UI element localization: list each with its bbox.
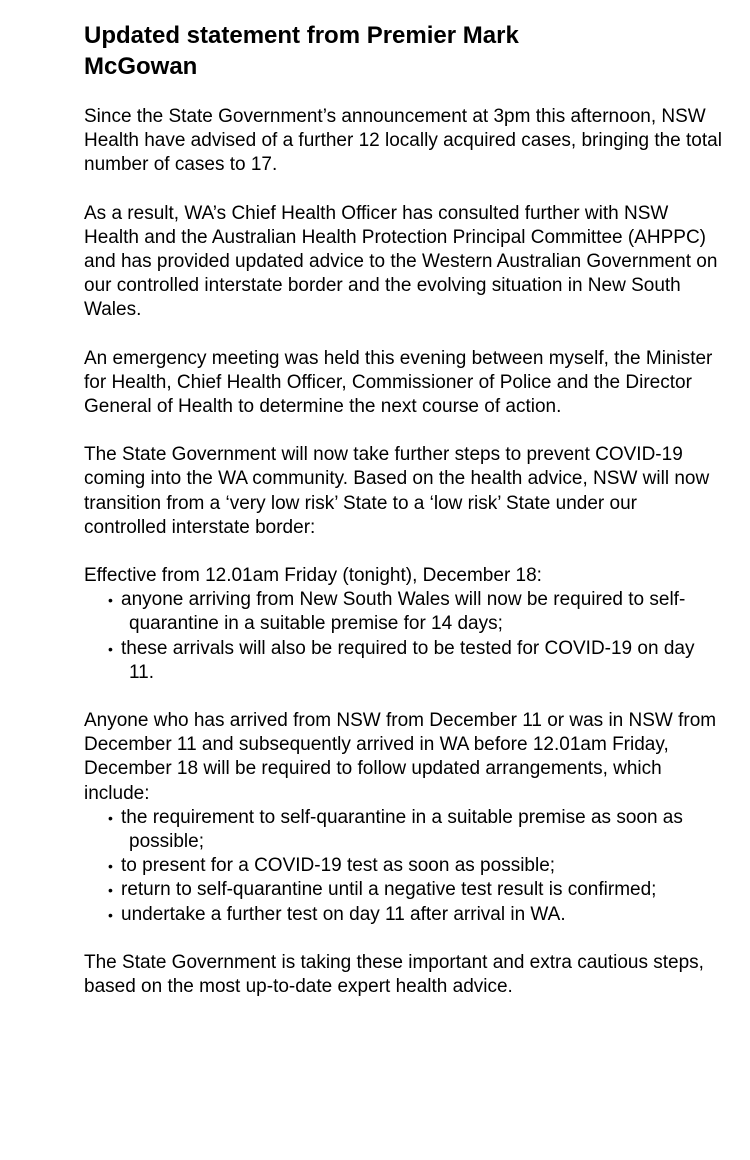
list-item: • anyone arriving from New South Wales will now be required to self-quarantine in a suitable premise for 14 days;	[108, 589, 686, 635]
paragraph-chief-health-officer: As a result, WA’s Chief Health Officer has consulted further with NSW Health and the Australian Health Protection Principal Committee (AHPPC) and has provided updated advice to the Western Australian Government on our controlled interstate border and the evolving situation in New South Wales.	[84, 202, 718, 321]
arrangements-list	[84, 806, 724, 927]
paragraph-updated-arrangements: Anyone who has arrived from NSW from December 11 or was in NSW from December 11 and subsequently arrived in WA before 12.01am Friday, December 18 will be required to follow updated arrangements, which include:	[84, 710, 717, 804]
bullet-icon: •	[108, 592, 113, 609]
paragraph-announcement: Since the State Government’s announcement at 3pm this afternoon, NSW Health have advised of a further 12 locally acquired cases, bringing the total number of cases to 17.	[84, 106, 722, 176]
statement-title	[84, 20, 724, 82]
bullet-icon: •	[108, 858, 113, 875]
list-item: • to present for a COVID-19 test as soon as possible;	[84, 854, 724, 878]
bullet-icon: •	[108, 809, 113, 826]
statement-document	[84, 20, 724, 999]
bullet-icon: •	[108, 882, 113, 899]
list-item: • the requirement to self-quarantine in a suitable premise as soon as possible;	[108, 806, 683, 853]
paragraph-further-steps: The State Government will now take further steps to prevent COVID-19 coming into the WA community. Based on the health advice, NSW will now transition from a ‘very low risk’ State to a ‘low risk’ State under our controlled interstate border:	[84, 444, 710, 538]
list-item: • these arrivals will also be required to be tested for COVID-19 on day 11.	[108, 637, 695, 683]
bullet-icon: •	[108, 906, 113, 923]
title-line-1: Updated statement from Premier Mark	[84, 22, 519, 49]
list-item: • undertake a further test on day 11 after arrival in WA.	[84, 903, 724, 927]
bullet-icon: •	[108, 640, 113, 657]
title-line-2: McGowan	[84, 53, 198, 80]
paragraph-closing: The State Government is taking these important and extra cautious steps, based on the most up-to-date expert health advice.	[84, 951, 704, 998]
effective-measures-list	[84, 588, 724, 685]
paragraph-emergency-meeting: An emergency meeting was held this evening between myself, the Minister for Health, Chief Health Officer, Commissioner of Police and the Director General of Health to determine the next course of action.	[84, 347, 713, 418]
list-item: • return to self-quarantine until a negative test result is confirmed;	[84, 878, 724, 902]
paragraph-effective-date: Effective from 12.01am Friday (tonight), December 18:	[84, 565, 542, 587]
